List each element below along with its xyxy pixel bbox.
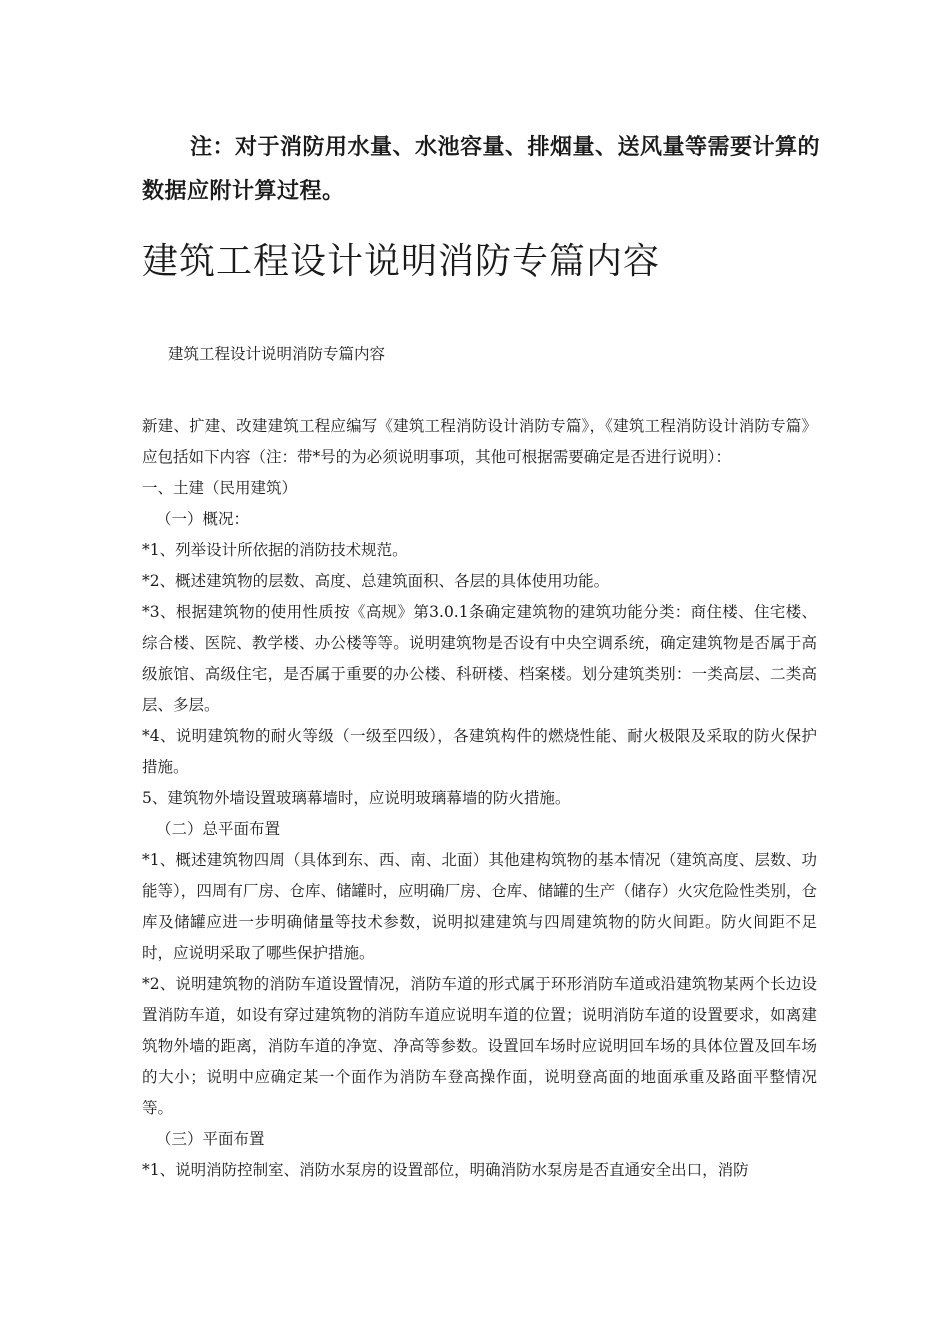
list-item: *1、列举设计所依据的消防技术规范。 xyxy=(142,541,408,559)
subsection-heading: （一）概况： xyxy=(156,510,250,528)
list-item: *1、说明消防控制室、消防水泵房的设置部位，明确消防水泵房是否直通安全出口，消防 xyxy=(142,1161,749,1179)
list-item: *2、说明建筑物的消防车道设置情况，消防车道的形式属于环形消防车道或沿建筑物某两个长边设置消防车道，如设有穿过建筑物的消防车道应说明车道的位置；说明消防车道的设置要求，如离建筑物外墙的距离，消防车道的净宽、净高等参数。设置回车场时应说明回车场的具体位置及回车场的大小；说明中应确定某一个面作为消防车登高操作面，说明登高面的地面承重及路面平整情况等。 xyxy=(142,975,817,1117)
list-item: *2、概述建筑物的层数、高度、总建筑面积、各层的具体使用功能。 xyxy=(142,572,610,590)
subsection-heading: （三）平面布置 xyxy=(156,1130,265,1148)
document-subtitle: 建筑工程设计说明消防专篇内容 xyxy=(168,345,386,363)
subsection-heading: （二）总平面布置 xyxy=(156,820,281,838)
list-item: *3、根据建筑物的使用性质按《高规》第3.0.1条确定建筑物的建筑功能分类：商住楼、住宅楼、综合楼、医院、教学楼、办公楼等等。说明建筑物是否设有中央空调系统，确定建筑物是否属于高级旅馆、高级住宅，是否属于重要的办公楼、科研楼、档案楼。划分建筑类别：一类高层、二类高层、多层。 xyxy=(142,603,817,714)
list-item: *1、概述建筑物四周（具体到东、西、南、北面）其他建构筑物的基本情况（建筑高度、层数、功能等），四周有厂房、仓库、储罐时，应明确厂房、仓库、储罐的生产（储存）火灾危险性类别，仓库及储罐应进一步明确储量等技术参数，说明拟建建筑与四周建筑物的防火间距。防火间距不足时，应说明采取了哪些保护措施。 xyxy=(142,851,817,962)
list-item: 5、建筑物外墙设置玻璃幕墙时，应说明玻璃幕墙的防火措施。 xyxy=(142,789,571,807)
list-item: *4、说明建筑物的耐火等级（一级至四级），各建筑构件的燃烧性能、耐火极限及采取的防火保护措施。 xyxy=(142,727,817,776)
document-body xyxy=(142,411,817,1186)
document-title: 建筑工程设计说明消防专篇内容 xyxy=(142,241,661,282)
calculation-note: 注：对于消防用水量、水池容量、排烟量、送风量等需要计算的数据应附计算过程。 xyxy=(142,135,821,204)
body-paragraph: 新建、扩建、改建建筑工程应编写《建筑工程消防设计消防专篇》，《建筑工程消防设计消防专篇》应包括如下内容（注：带*号的为必须说明事项，其他可根据需要确定是否进行说明）： xyxy=(142,417,817,466)
section-heading: 一、土建（民用建筑） xyxy=(142,479,298,497)
